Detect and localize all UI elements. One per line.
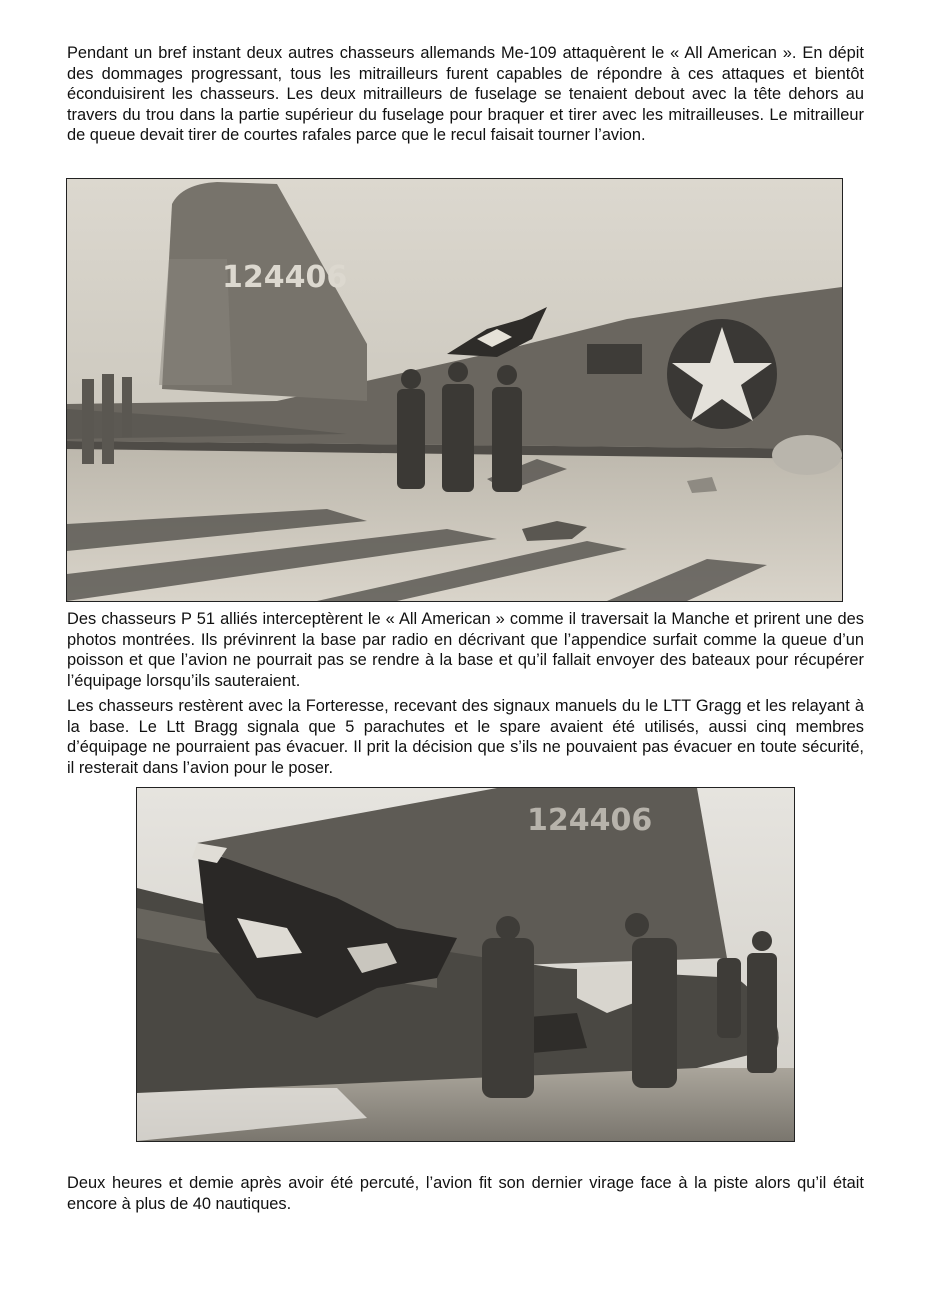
photo1-serial: 124406 bbox=[222, 260, 348, 295]
photo-damaged-fuselage-crew bbox=[136, 787, 795, 1142]
photo2-serial: 124406 bbox=[527, 803, 653, 838]
paragraph-4: Deux heures et demie après avoir été percuté, l’avion fit son dernier virage face à la piste alors qu’il était encore à plus de 40 nautiques. bbox=[67, 1174, 864, 1213]
paragraph-1: Pendant un bref instant deux autres chasseurs allemands Me-109 attaquèrent le « All American ». En dépit des dommages progressant, tous les mitrailleurs furent capables de répondre à ces attaques et bientôt éconduisirent les chasseurs. Les deux mitrailleurs de fuselage se tenaient debout avec la tête dehors au travers du trou dans la partie supérieur du fuselage pour braquer et tirer avec les mitrailleuses. Le mitrailleur de queue devait tirer de courtes rafales parce que le recul faisait tourner l’avion. bbox=[67, 44, 864, 145]
photo-damaged-tail-crew bbox=[66, 178, 843, 602]
paragraph-2: Des chasseurs P 51 alliés interceptèrent le « All American » comme il traversait la Manche et prirent une des photos montrées. Ils prévinrent la base par radio en décrivant que l’appendice surfait comme la queue d’un poisson et que l’avion ne pourrait pas se rendre à la base et qu’il fallait envoyer des bateaux pour récupérer l’équipage lorsqu’ils sauteraient. bbox=[67, 610, 864, 690]
paragraph-3: Les chasseurs restèrent avec la Forteresse, recevant des signaux manuels du le LTT Gragg et les relayant à la base. Le Ltt Bragg signala que 5 parachutes et le spare avaient été utilisés, aussi cinq membres d’équipage ne pourraient pas évacuer. Il prit la décision que s’ils ne pouvaient pas évacuer en toute sécurité, il resterait dans l’avion pour le poser. bbox=[67, 697, 864, 777]
